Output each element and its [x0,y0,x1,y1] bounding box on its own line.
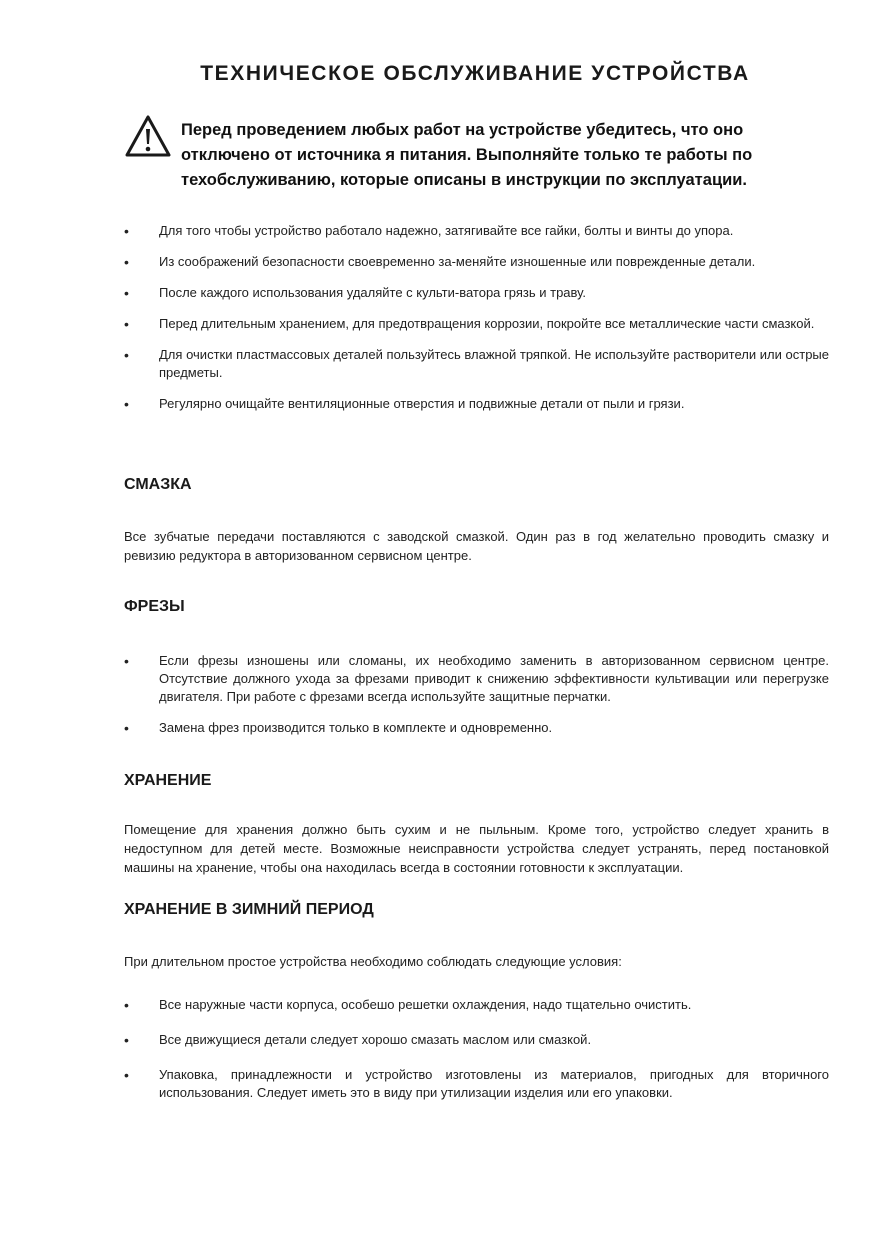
warning-triangle-icon [124,114,172,158]
lubrication-text: Все зубчатые передачи поставляются с заводской смазкой. Один раз в год желательно проводить смазку и ревизию редуктора в авторизованном сервисном центре. [124,529,829,563]
list-item: • После каждого использования удаляйте с культи-ватора грязь и траву. [124,285,586,301]
winter-storage-list [124,996,829,1102]
list-item: • Регулярно очищайте вентиляционные отверстия и подвижные детали от пыли и грязи. [124,396,685,412]
lubrication-heading: СМАЗКА [124,476,192,493]
cutters-heading: ФРЕЗЫ [124,598,185,615]
list-item: • Замена фрез производится только в комплекте и одновременно. [124,720,553,736]
storage-heading: ХРАНЕНИЕ [124,772,212,789]
list-item: • Все наружные части корпуса, особешо решетки охлаждения, надо тщательно очистить. [124,997,692,1013]
list-item: • Для очистки пластмассовых деталей пользуйтесь влажной тряпкой. Не используйте растворители или острые предметы. [124,347,829,380]
winter-storage-intro: При длительном простое устройства необходимо соблюдать следующие условия: [124,954,622,969]
list-item: • Из соображений безопасности своевременно за-меняйте изношенные или поврежденные детали. [124,254,756,270]
list-item: • Все движущиеся детали следует хорошо смазать маслом или смазкой. [124,1032,592,1048]
winter-storage-heading: ХРАНЕНИЕ В ЗИМНИЙ ПЕРИОД [124,901,374,918]
list-item: • Если фрезы изношены или сломаны, их необходимо заменить в авторизованном сервисном центре. Отсутствие должного ухода за фрезами приводит к снижению эффективности культивации или перегрузке двигателя. При работе с фрезами всегда используйте защитные перчатки. [124,653,829,704]
list-item: • Перед длительным хранением, для предотвращения коррозии, покройте все металлические части смазкой. [124,316,815,332]
maintenance-list [124,222,829,413]
warning-text: Перед проведением любых работ на устройстве убедитесь, что оно отключено от источника я питания. Выполняйте только те работы по техобслуживанию, которые описаны в инструкции по эксплуатации. [181,121,753,189]
page-title: ТЕХНИЧЕСКОЕ ОБСЛУЖИВАНИЕ УСТРОЙСТВА [200,62,750,85]
list-item: • Для того чтобы устройство работало надежно, затягивайте все гайки, болты и винты до упора. [124,223,734,239]
list-item: • Упаковка, принадлежности и устройство изготовлены из материалов, пригодных для вторичного использования. Следует иметь это в виду при утилизации изделия или его упаковки. [124,1067,829,1100]
storage-text: Помещение для хранения должно быть сухим и не пыльным. Кроме того, устройство следует хранить в недоступном для детей месте. Возможные неисправности устройства следует устранять, перед постановкой машины на хранение, чтобы она находилась всегда в состоянии готовности к эксплуатации. [124,822,829,875]
cutters-list [124,652,829,737]
